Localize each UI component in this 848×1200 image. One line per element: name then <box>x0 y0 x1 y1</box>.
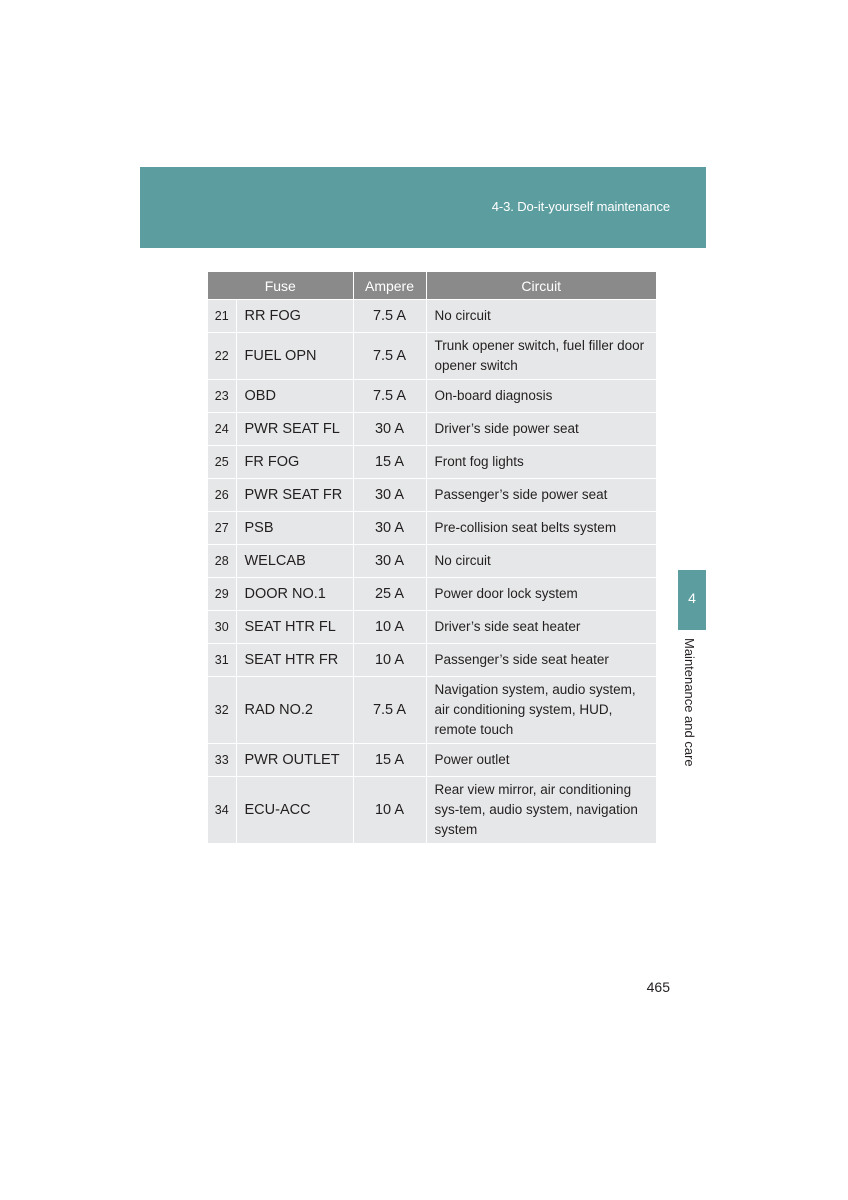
fuse-name: PWR SEAT FL <box>236 413 353 446</box>
fuse-number: 23 <box>208 380 236 413</box>
fuse-circuit: Rear view mirror, air conditioning sys-tem, audio system, navigation system <box>426 777 656 844</box>
table-row <box>208 644 656 677</box>
fuse-number: 28 <box>208 545 236 578</box>
fuse-circuit: Pre-collision seat belts system <box>426 512 656 545</box>
table-row <box>208 512 656 545</box>
fuse-name: RR FOG <box>236 300 353 333</box>
fuse-number: 24 <box>208 413 236 446</box>
section-header-band <box>140 167 706 248</box>
fuse-circuit: On-board diagnosis <box>426 380 656 413</box>
fuse-number: 30 <box>208 611 236 644</box>
fuse-circuit: Trunk opener switch, fuel filler door opener switch <box>426 333 656 380</box>
fuse-number: 25 <box>208 446 236 479</box>
fuse-name: FR FOG <box>236 446 353 479</box>
fuse-ampere: 7.5 A <box>353 677 426 744</box>
table-row <box>208 777 656 844</box>
fuse-ampere: 10 A <box>353 644 426 677</box>
fuse-table <box>208 272 656 843</box>
section-title: 4-3. Do-it-yourself maintenance <box>491 199 670 214</box>
fuse-circuit: Front fog lights <box>426 446 656 479</box>
fuse-circuit: Power outlet <box>426 744 656 777</box>
fuse-circuit: No circuit <box>426 300 656 333</box>
fuse-circuit: Passenger’s side power seat <box>426 479 656 512</box>
page-number: 465 <box>646 979 670 995</box>
table-row <box>208 479 656 512</box>
table-header-row <box>208 272 656 300</box>
fuse-name: DOOR NO.1 <box>236 578 353 611</box>
fuse-number: 26 <box>208 479 236 512</box>
fuse-name: OBD <box>236 380 353 413</box>
chapter-tab: 4 <box>678 570 706 630</box>
fuse-circuit: Driver’s side power seat <box>426 413 656 446</box>
chapter-title: Maintenance and care <box>682 638 697 767</box>
fuse-circuit: Passenger’s side seat heater <box>426 644 656 677</box>
fuse-ampere: 30 A <box>353 512 426 545</box>
table-row <box>208 380 656 413</box>
fuse-name: PSB <box>236 512 353 545</box>
fuse-ampere: 30 A <box>353 413 426 446</box>
fuse-ampere: 10 A <box>353 777 426 844</box>
column-header-ampere: Ampere <box>353 272 426 300</box>
fuse-ampere: 15 A <box>353 744 426 777</box>
fuse-number: 22 <box>208 333 236 380</box>
fuse-name: ECU-ACC <box>236 777 353 844</box>
fuse-number: 33 <box>208 744 236 777</box>
fuse-name: SEAT HTR FR <box>236 644 353 677</box>
fuse-name: PWR OUTLET <box>236 744 353 777</box>
table-row <box>208 677 656 744</box>
fuse-number: 32 <box>208 677 236 744</box>
fuse-circuit: Navigation system, audio system, air conditioning system, HUD, remote touch <box>426 677 656 744</box>
table-row <box>208 611 656 644</box>
fuse-name: PWR SEAT FR <box>236 479 353 512</box>
fuse-ampere: 7.5 A <box>353 333 426 380</box>
fuse-number: 27 <box>208 512 236 545</box>
column-header-circuit: Circuit <box>426 272 656 300</box>
fuse-name: RAD NO.2 <box>236 677 353 744</box>
fuse-name: FUEL OPN <box>236 333 353 380</box>
fuse-number: 21 <box>208 300 236 333</box>
fuse-ampere: 7.5 A <box>353 300 426 333</box>
fuse-ampere: 10 A <box>353 611 426 644</box>
fuse-ampere: 25 A <box>353 578 426 611</box>
table-row <box>208 446 656 479</box>
fuse-circuit: Driver’s side seat heater <box>426 611 656 644</box>
fuse-ampere: 7.5 A <box>353 380 426 413</box>
table-row <box>208 545 656 578</box>
fuse-name: SEAT HTR FL <box>236 611 353 644</box>
fuse-ampere: 30 A <box>353 479 426 512</box>
table-row <box>208 300 656 333</box>
fuse-circuit: Power door lock system <box>426 578 656 611</box>
fuse-number: 31 <box>208 644 236 677</box>
fuse-ampere: 15 A <box>353 446 426 479</box>
table-row <box>208 413 656 446</box>
fuse-circuit: No circuit <box>426 545 656 578</box>
column-header-fuse: Fuse <box>208 272 353 300</box>
fuse-name: WELCAB <box>236 545 353 578</box>
fuse-number: 34 <box>208 777 236 844</box>
fuse-ampere: 30 A <box>353 545 426 578</box>
fuse-number: 29 <box>208 578 236 611</box>
table-row <box>208 578 656 611</box>
table-row <box>208 333 656 380</box>
table-row <box>208 744 656 777</box>
